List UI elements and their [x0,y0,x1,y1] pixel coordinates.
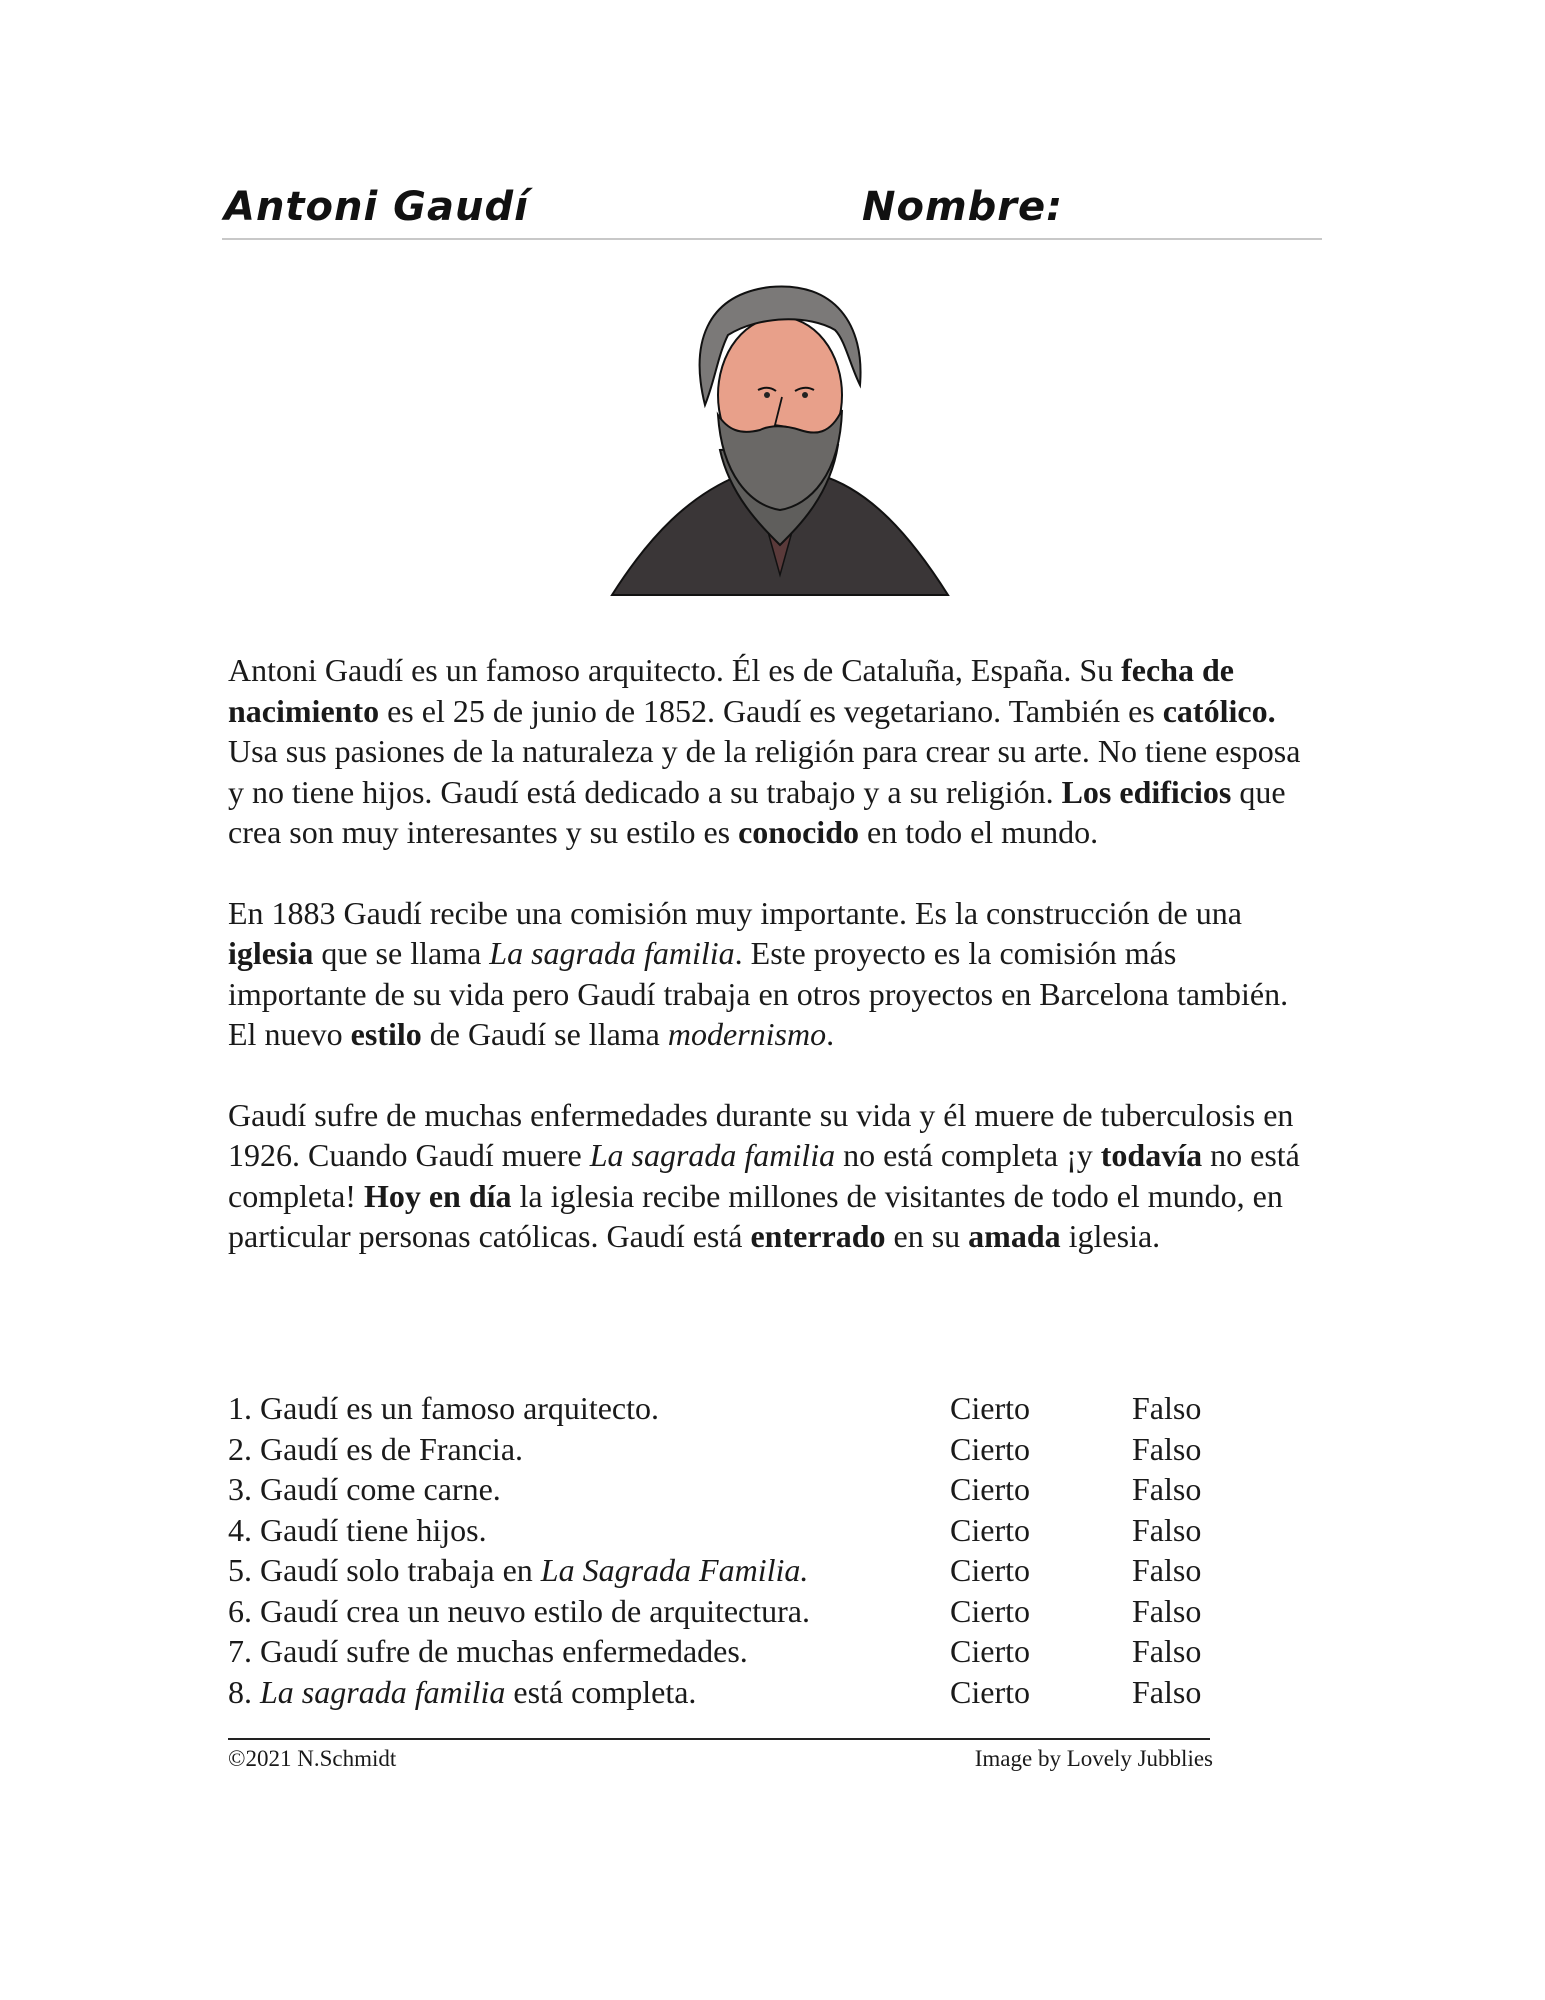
bold-term: enterrado [750,1218,886,1254]
cierto-option[interactable]: Cierto [950,1592,1030,1629]
text-run: 6. Gaudí crea un neuvo estilo de arquitectura. [228,1592,810,1629]
text-run: en todo el mundo. [858,814,1099,850]
cierto-option[interactable]: Cierto [950,1390,1030,1426]
text-run: está completa. [505,1673,697,1710]
name-label: Nombre: [862,184,1064,230]
falso-option[interactable]: Falso [1132,1592,1202,1629]
question-text [228,1550,808,1591]
italic-title: La sagrada familia [489,935,735,971]
footer [228,1738,1213,1771]
page-title: Antoni Gaudí [224,184,529,230]
falso-option[interactable]: Falso [1132,1511,1202,1548]
bold-term: iglesia [228,935,314,971]
copyright-text: ©2021 N.Schmidt [228,1746,397,1771]
text-run: 3. Gaudí come carne. [228,1471,501,1507]
cierto-option[interactable]: Cierto [950,1430,1030,1467]
text-run: en su [885,1218,969,1254]
cierto-option[interactable]: Cierto [950,1511,1030,1548]
italic-title: La sagrada familia [260,1673,506,1710]
question-text [228,1469,501,1510]
italic-title: La sagrada familia [589,1137,836,1173]
question-row [228,1672,1228,1713]
question-row [228,1469,1228,1510]
text-run: no está completa ¡y [835,1137,1101,1173]
text-run: la iglesia recibe millones de visitantes de todo el mundo, en particular personas católicas. Gaudí está [228,1177,1283,1254]
text-run: 1. Gaudí es un famoso arquitecto. [228,1390,659,1426]
italic-title: La Sagrada Familia. [540,1552,809,1588]
falso-option[interactable]: Falso [1132,1633,1202,1669]
text-run: que crea son muy interesantes y su estilo es [228,773,1286,850]
text-run: 4. Gaudí tiene hijos. [228,1511,487,1548]
bold-term: católico. [1162,692,1276,729]
text-run: Usa sus pasiones de la naturaleza y de la religión para crear su arte. No tiene esposa y no tiene hijos. Gaudí está dedicado a su trabajo y a su religión. [228,733,1301,810]
question-row [228,1510,1228,1551]
bold-term: todavía [1100,1137,1203,1173]
question-row [228,1631,1228,1672]
text-run: . Este proyecto es la comisión más importante de su vida pero Gaudí trabaja en otros proyectos en Barcelona también. El nuevo [228,935,1289,1052]
bold-term: estilo [350,1016,422,1052]
falso-option[interactable]: Falso [1132,1552,1202,1588]
worksheet-header [222,180,1322,240]
text-run: 2. Gaudí es de Francia. [228,1430,524,1467]
text-run: 5. Gaudí solo trabaja en [228,1552,541,1588]
cierto-option[interactable]: Cierto [950,1633,1030,1669]
text-run: que se llama [313,935,490,971]
text-run: de Gaudí se llama [421,1016,668,1052]
italic-title: modernismo [667,1016,827,1052]
true-false-questions [228,1388,1228,1712]
bold-term: amada [968,1218,1061,1254]
text-run: 7. Gaudí sufre de muchas enfermedades. [228,1633,748,1669]
paragraph [228,893,1318,1055]
reading-passage [228,650,1318,1297]
text-run: . [826,1016,835,1052]
text-run: iglesia. [1060,1218,1161,1254]
text-run: Gaudí sufre de muchas enfermedades durante su vida y él muere de tuberculosis en 1926. Cuando Gaudí muere [228,1096,1294,1173]
question-text [228,1631,748,1672]
question-row [228,1591,1228,1632]
question-row [228,1429,1228,1470]
text-run: 8. [228,1673,260,1710]
question-text [228,1591,810,1632]
falso-option[interactable]: Falso [1132,1673,1202,1710]
portrait-illustration [610,285,950,605]
bold-term: Los edificios [1061,773,1232,810]
cierto-option[interactable]: Cierto [950,1552,1030,1588]
image-credit: Image by Lovely Jubblies [974,1746,1213,1771]
question-text [228,1429,523,1470]
question-text [228,1510,487,1551]
question-text [228,1672,696,1713]
question-text [228,1388,659,1429]
paragraph [228,1095,1318,1257]
text-run: no está completa! [228,1137,1300,1214]
falso-option[interactable]: Falso [1132,1471,1202,1507]
bold-term: conocido [738,814,859,850]
text-run: es el 25 de junio de 1852. Gaudí es vegetariano. También es [379,692,1163,729]
cierto-option[interactable]: Cierto [950,1673,1030,1710]
falso-option[interactable]: Falso [1132,1430,1202,1467]
question-row [228,1388,1228,1429]
text-run: Antoni Gaudí es un famoso arquitecto. Él es de Cataluña, España. Su [228,652,1122,688]
bold-term: fecha de nacimiento [228,652,1234,729]
bold-term: Hoy en día [363,1177,512,1214]
paragraph [228,650,1318,853]
falso-option[interactable]: Falso [1132,1390,1202,1426]
cierto-option[interactable]: Cierto [950,1471,1030,1507]
question-row [228,1550,1228,1591]
text-run: En 1883 Gaudí recibe una comisión muy importante. Es la construcción de una [228,894,1242,931]
